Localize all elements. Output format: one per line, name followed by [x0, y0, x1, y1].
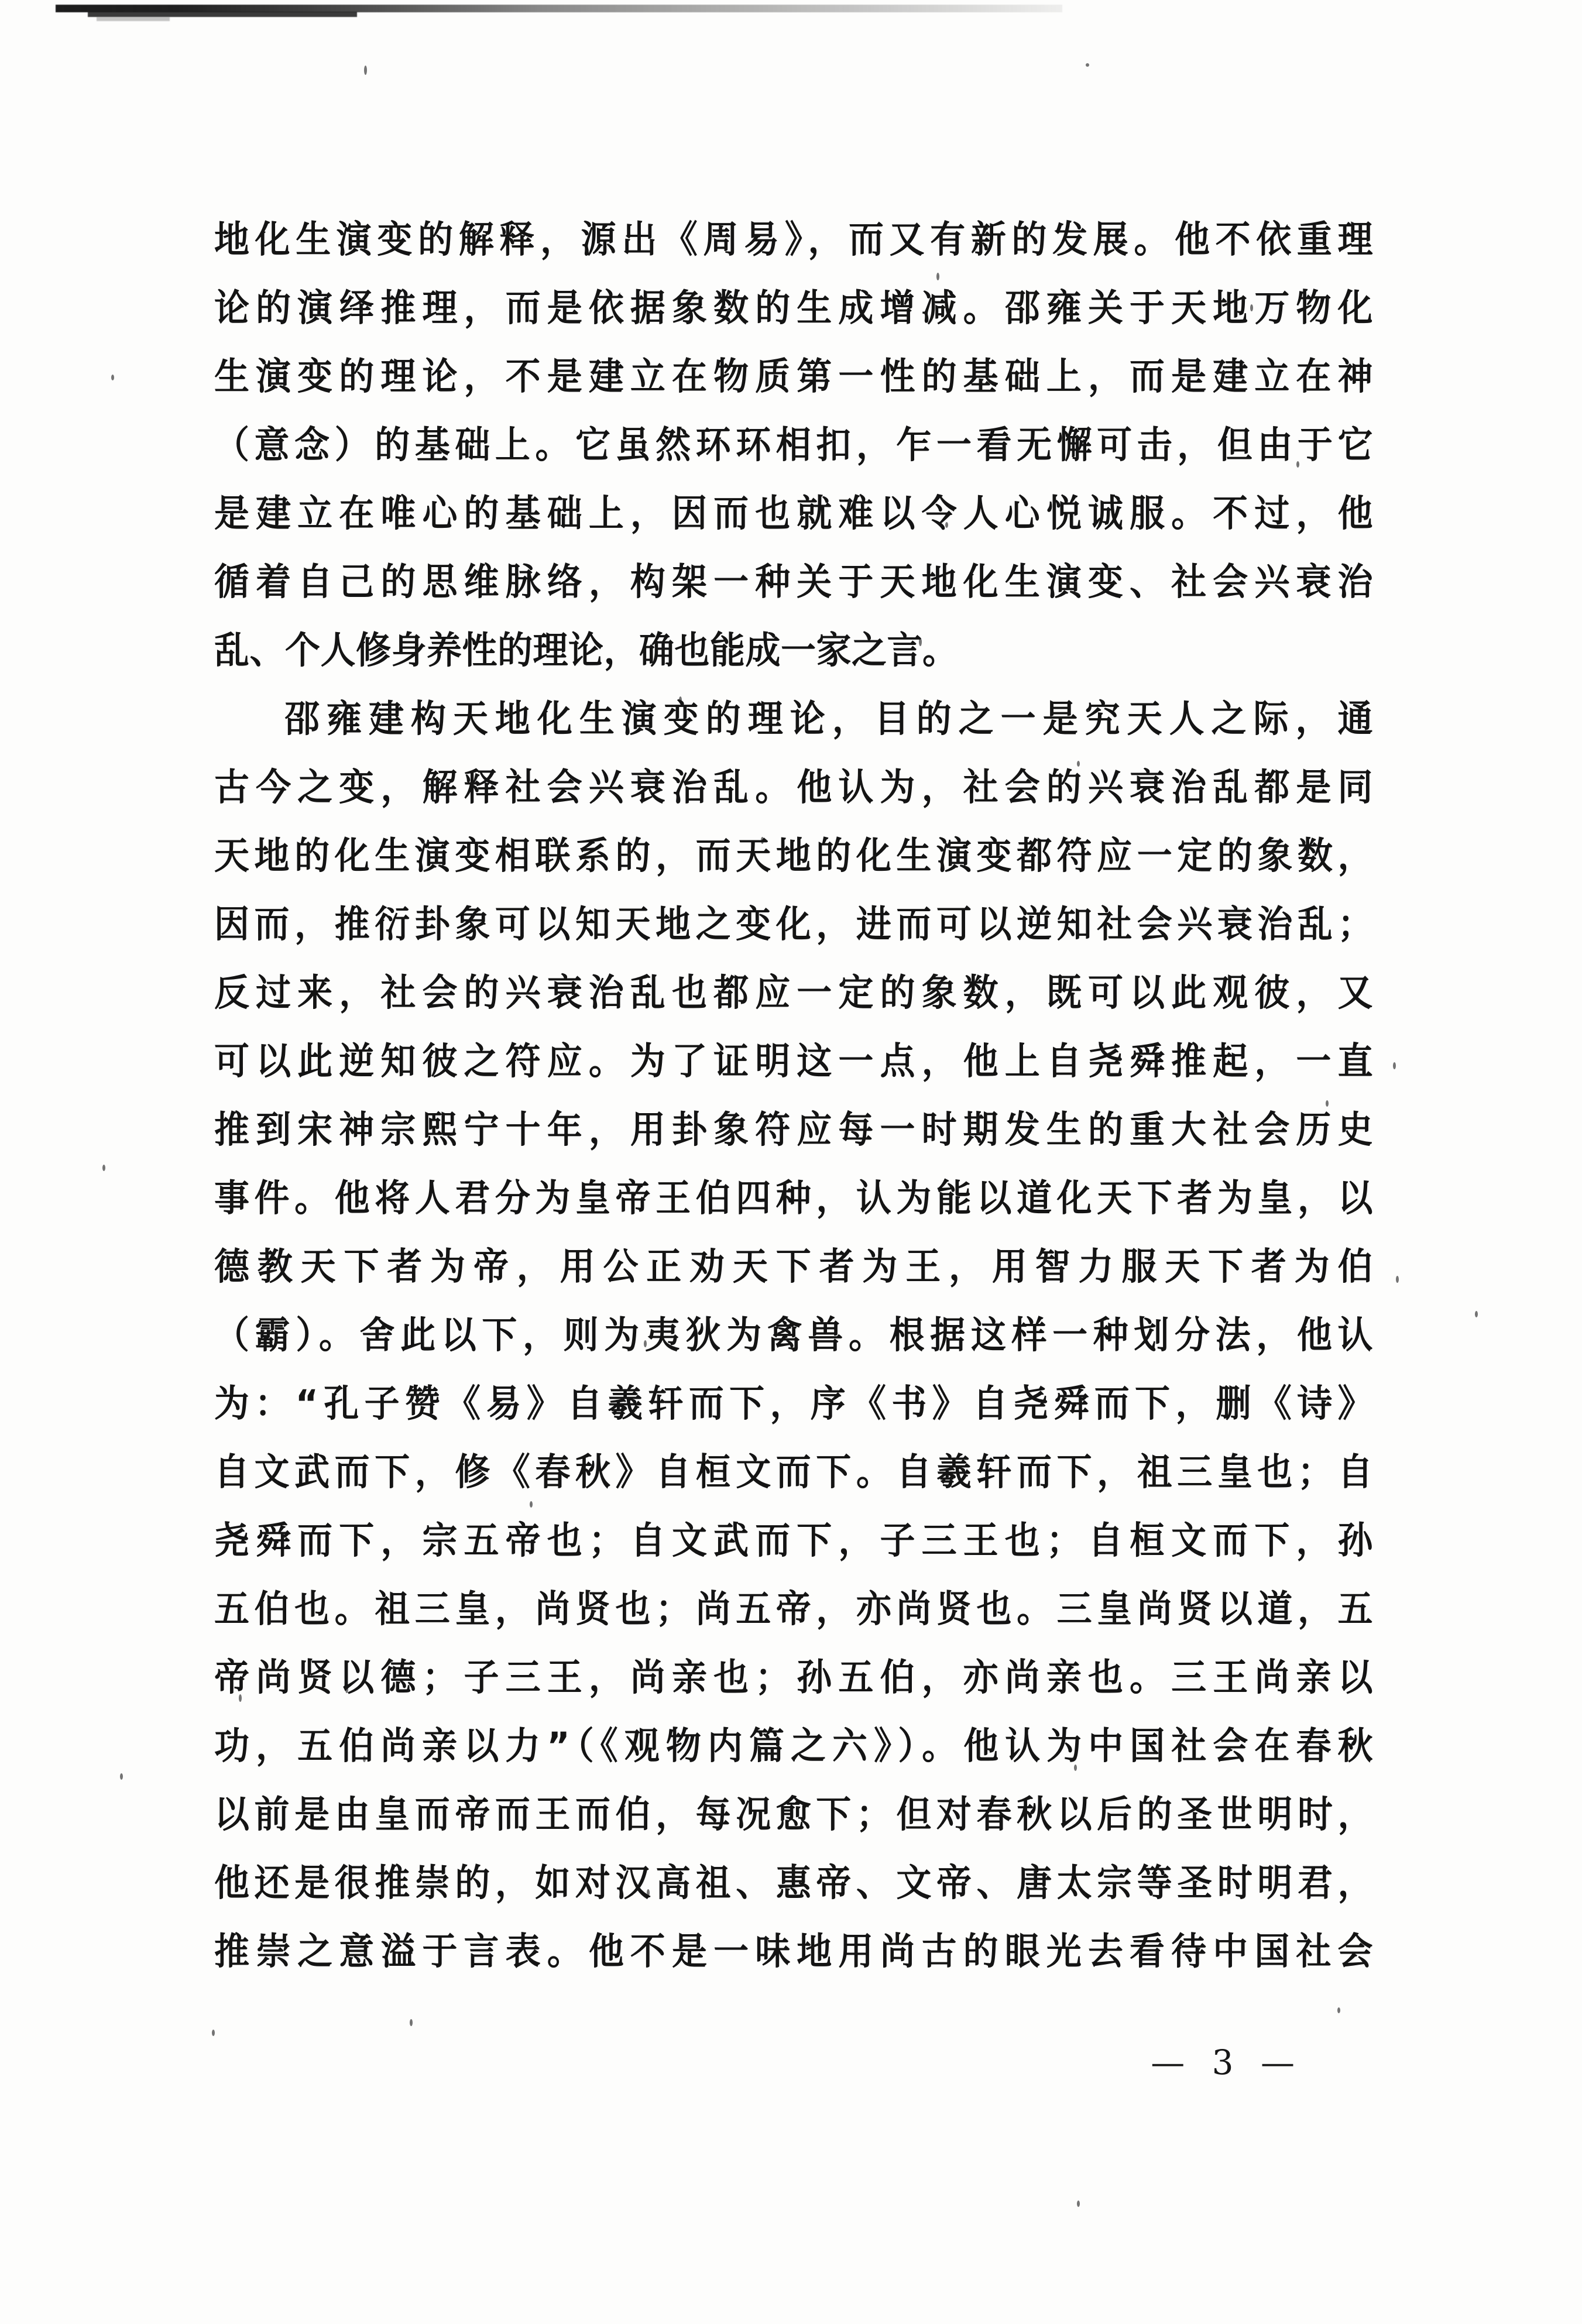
text-line: 事件。他将人君分为皇帝王伯四种，认为能以道化天下者为皇，以	[214, 1176, 1373, 1221]
text-line: 生演变的理论，不是建立在物质第一性的基础上，而是建立在神	[214, 355, 1373, 399]
text-line: 可以此逆知彼之符应。为了证明这一点，他上自尧舜推起，一直	[214, 1039, 1373, 1084]
text-line: 反过来，社会的兴衰治乱也都应一定的象数，既可以此观彼，又	[214, 971, 1373, 1015]
page-number: — 3 —	[1151, 2042, 1303, 2082]
scan-speck	[120, 1773, 123, 1780]
text-line: 是建立在唯心的基础上，因而也就难以令人心悦诚服。不过，他	[214, 492, 1373, 536]
text-line: 推到宋神宗熙宁十年，用卦象符应每一时期发生的重大社会历史	[214, 1108, 1373, 1152]
text-line: 论的演绎推理，而是依据象数的生成增减。邵雍关于天地万物化	[214, 286, 1373, 331]
text-line: 自文武而下，修《春秋》自桓文而下。自羲轩而下，祖三皇也；自	[214, 1450, 1373, 1495]
text-line: 地化生演变的解释，源出《周易》，而又有新的发展。他不依重理	[214, 218, 1373, 262]
text-line: 尧舜而下，宗五帝也；自文武而下，子三王也；自桓文而下，孙	[214, 1519, 1373, 1563]
text-line: 以前是由皇而帝而王而伯，每况愈下；但对春秋以后的圣世明时，	[214, 1793, 1373, 1837]
text-line: 他还是很推崇的，如对汉高祖、惠帝、文帝、唐太宗等圣时明君，	[214, 1861, 1373, 1906]
text-line: 天地的化生演变相联系的，而天地的化生演变都符应一定的象数，	[214, 834, 1373, 878]
scan-speck	[1393, 1062, 1396, 1069]
scan-speck	[1475, 1311, 1478, 1317]
scan-artifact-band-secondary	[88, 12, 357, 17]
page-text-body	[214, 206, 1373, 1986]
text-line: 乱、个人修身养性的理论，确也能成一家之言。	[214, 629, 958, 673]
scan-speck	[364, 66, 367, 75]
text-line: 循着自己的思维脉络，构架一种关于天地化生演变、社会兴衰治	[214, 560, 1373, 605]
scan-speck	[1337, 2007, 1340, 2013]
text-line: 因而，推衍卦象可以知天地之变化，进而可以逆知社会兴衰治乱；	[214, 902, 1373, 947]
scan-speck	[102, 1165, 105, 1171]
text-line: 邵雍建构天地化生演变的理论，目的之一是究天人之际，通	[284, 697, 1373, 742]
text-line: 五伯也。祖三皇，尚贤也；尚五帝，亦尚贤也。三皇尚贤以道，五	[214, 1587, 1373, 1632]
scan-speck	[410, 2019, 413, 2026]
scan-speck	[212, 2030, 215, 2036]
text-line: 帝尚贤以德；子三王，尚亲也；孙五伯，亦尚亲也。三王尚亲以	[214, 1656, 1373, 1700]
scan-speck	[111, 375, 114, 380]
paragraph-2	[214, 685, 1373, 1986]
text-line: （意念）的基础上。它虽然环环相扣，乍一看无懈可击，但由于它	[214, 423, 1373, 468]
text-line: 古今之变，解释社会兴衰治乱。他认为，社会的兴衰治乱都是同	[214, 765, 1373, 810]
scan-speck	[1396, 1276, 1399, 1283]
page-footer	[214, 2042, 1373, 2082]
paragraph-1	[214, 206, 1373, 685]
scan-speck	[1086, 63, 1089, 67]
text-line: 为：“孔子赞《易》自羲轩而下，序《书》自尧舜而下，删《诗》	[214, 1382, 1373, 1426]
text-line: （霸）。舍此以下，则为夷狄为禽兽。根据这样一种划分法，他认	[214, 1313, 1373, 1358]
text-line: 德教天下者为帝，用公正劝天下者为王，用智力服天下者为伯	[214, 1245, 1373, 1289]
text-line: 推崇之意溢于言表。他不是一味地用尚古的眼光去看待中国社会	[214, 1930, 1373, 1974]
scan-speck	[1077, 2201, 1080, 2207]
text-line: 功，五伯尚亲以力”（《观物内篇之六》）。他认为中国社会在春秋	[214, 1724, 1373, 1769]
scan-artifact-band-tertiary	[97, 17, 170, 21]
